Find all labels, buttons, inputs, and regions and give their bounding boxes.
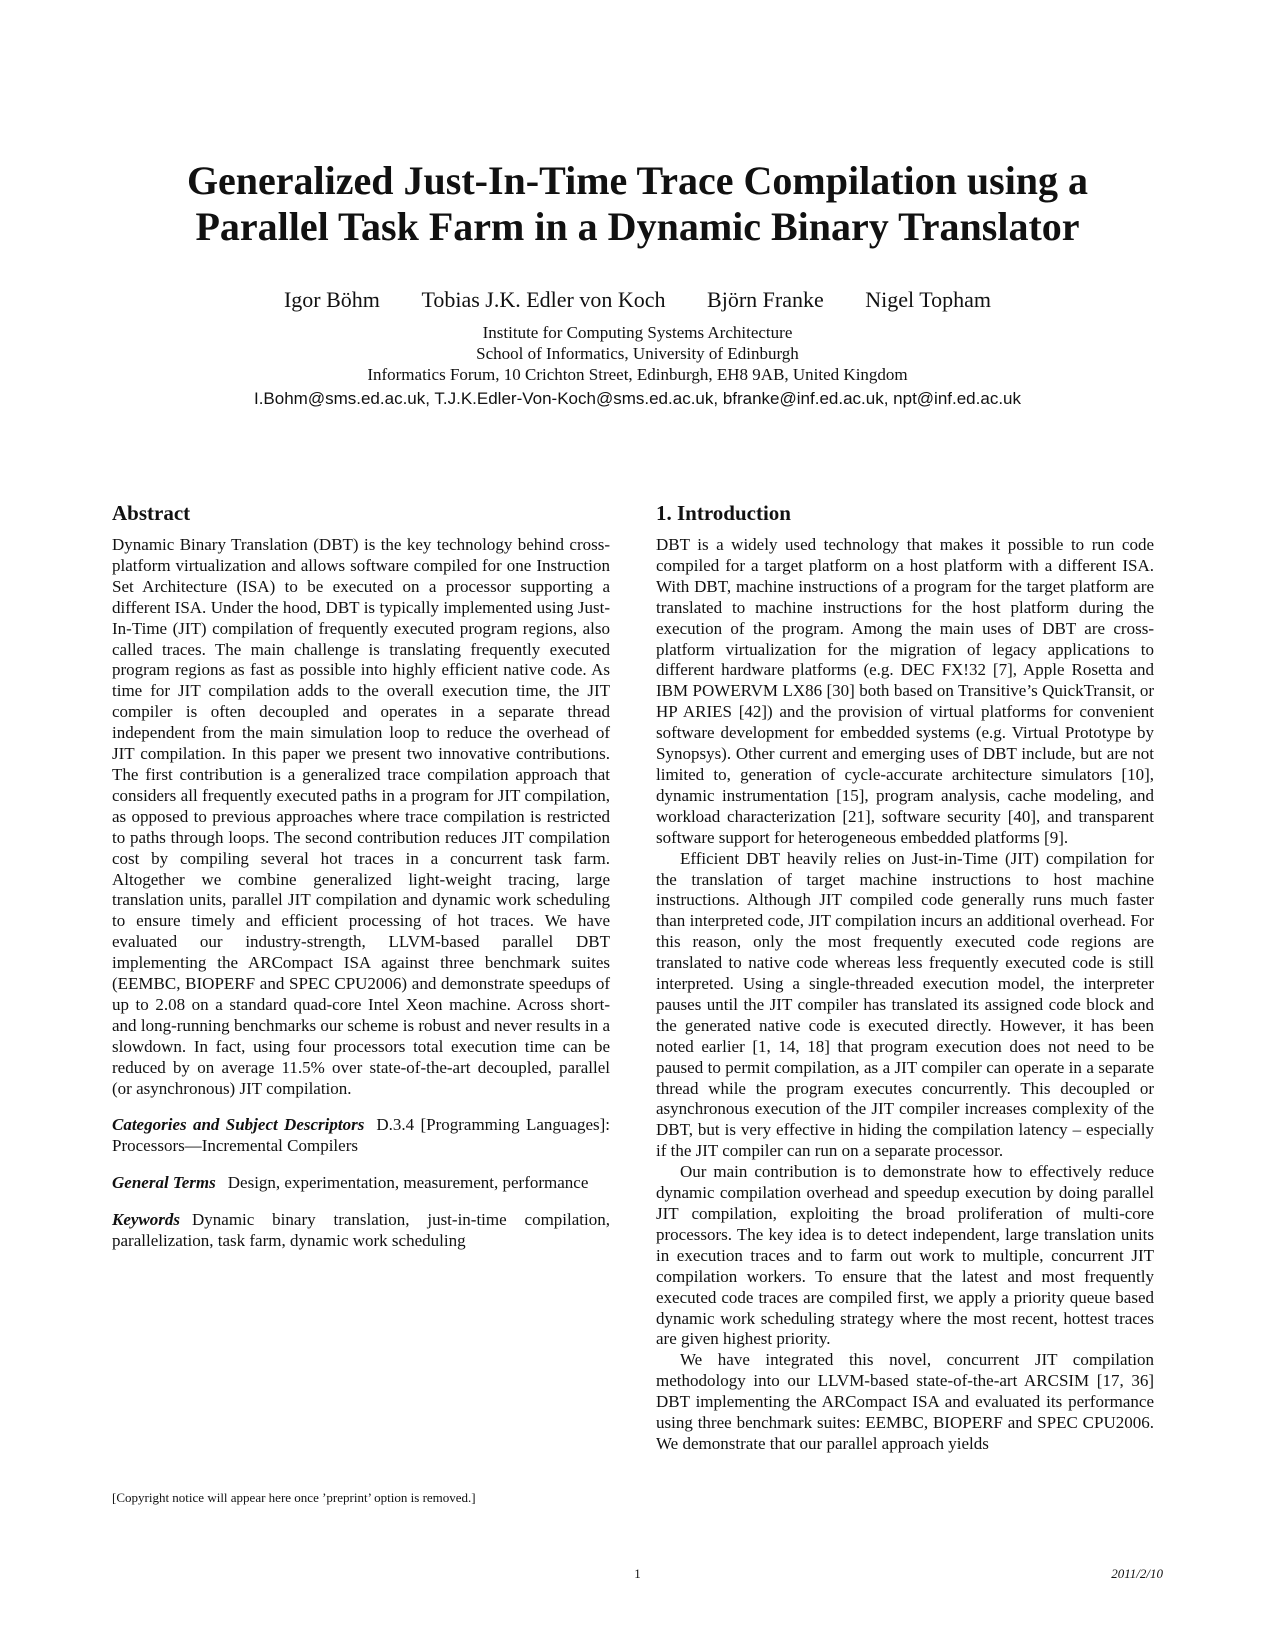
categories-descriptors [112, 1115, 610, 1157]
author-name: Tobias J.K. Edler von Koch [421, 287, 666, 312]
categories-text: D.3.4 [Programming Languages]: Processors—Incremental Compilers [112, 1115, 610, 1156]
left-column [112, 500, 610, 1252]
affiliation-address: Informatics Forum, 10 Crichton Street, Edinburgh, EH8 9AB, United Kingdom [367, 365, 908, 384]
author-list [0, 287, 1275, 313]
author-name: Björn Franke [707, 287, 824, 312]
author-name: Nigel Topham [865, 287, 991, 312]
keywords-text: Dynamic binary translation, just-in-time compilation, parallelization, task farm, dynamic work scheduling [112, 1210, 610, 1251]
keywords-label: Keywords [112, 1210, 180, 1230]
paper-title-line-2: Parallel Task Farm in a Dynamic Binary Translator [195, 204, 1080, 249]
paper-title-line-1: Generalized Just-In-Time Trace Compilation using a [186, 158, 1089, 203]
general-terms-label: General Terms [112, 1173, 216, 1193]
author-emails: I.Bohm@sms.ed.ac.uk, T.J.K.Edler-Von-Koch@sms.ed.ac.uk, bfranke@inf.ed.ac.uk, npt@inf.ed.ac.uk [253, 389, 1021, 408]
abstract-body: Dynamic Binary Translation (DBT) is the key technology behind cross-platform virtualization and allows software compiled for one Instruction Set Architecture (ISA) to be executed on a processor supporting a different ISA. Under the hood, DBT is typically implemented using Just-In-Time (JIT) compilation of frequently executed program regions, also called traces. The main challenge is translating frequently executed program regions as fast as possible into highly efficient native code. As time for JIT compilation adds to the overall execution time, the JIT compiler is often decoupled and operates in a separate thread independent from the main simulation loop to reduce the overhead of JIT compilation. In this paper we present two innovative contributions. The first contribution is a generalized trace compilation approach that considers all frequently executed paths in a program for JIT compilation, as opposed to previous approaches where trace compilation is restricted to paths through loops. The second contribution reduces JIT compilation cost by compiling several hot traces in a concurrent task farm. Altogether we combine generalized light-weight tracing, large translation units, parallel JIT compilation and dynamic work scheduling to ensure timely and efficient processing of hot traces. We have evaluated our industry-strength, LLVM-based parallel DBT implementing the ARCompact ISA against three benchmark suites (EEMBC, BIOPERF and SPEC CPU2006) and demonstrate speedups of up to 2.08 on a standard quad-core Intel Xeon machine. Across short- and long-running benchmarks our scheme is robust and never results in a slowdown. In fact, using four processors total execution time can be reduced by on average 11.5% over state-of-the-art decoupled, parallel (or asynchronous) JIT compilation. [112, 535, 610, 1098]
categories-label: Categories and Subject Descriptors [112, 1115, 365, 1135]
intro-paragraph: We have integrated this novel, concurrent JIT compilation methodology into our LLVM-based state-of-the-art ARCSIM [17, 36] DBT implementing the ARCompact ISA and evaluated its performance using three benchmark suites: EEMBC, BIOPERF and SPEC CPU2006. We demonstrate that our parallel approach yields [656, 1350, 1154, 1453]
right-column [656, 500, 1154, 1455]
affiliation-school: School of Informatics, University of Edinburgh [476, 344, 799, 363]
general-terms [112, 1173, 610, 1194]
affiliation-institute: Institute for Computing Systems Architecture [482, 323, 793, 342]
abstract-heading: Abstract [112, 501, 191, 525]
general-terms-text: Design, experimentation, measurement, performance [227, 1173, 589, 1193]
introduction-heading: 1. Introduction [656, 501, 791, 525]
footer-date: 2011/2/10 [1111, 1566, 1163, 1581]
author-name: Igor Böhm [283, 287, 380, 312]
intro-paragraph: Our main contribution is to demonstrate how to effectively reduce dynamic compilation overhead and speedup execution by doing parallel JIT compilation, exploiting the broad proliferation of multi-core processors. The key idea is to detect independent, large translation units in execution traces and to farm out work to multiple, concurrent JIT compilation workers. To ensure that the latest and most frequently executed code traces are compiled first, we apply a priority queue based dynamic work scheduling strategy where the most recent, hottest traces are given highest priority. [656, 1162, 1154, 1349]
affiliation [0, 322, 1275, 385]
copyright-notice: [Copyright notice will appear here once ’preprint’ option is removed.] [112, 1490, 476, 1505]
intro-paragraph: Efficient DBT heavily relies on Just-in-Time (JIT) compilation for the translation of target machine instructions to host machine instructions. Although JIT compiled code generally runs much faster than interpreted code, JIT compilation incurs an additional overhead. For this reason, only the most frequently executed code regions are translated to native code whereas less frequently executed code is still interpreted. Using a single-threaded execution model, the interpreter pauses until the JIT compiler has translated its assigned code block and the generated native code is executed directly. However, it has been noted earlier [1, 14, 18] that program execution does not need to be paused to permit compilation, as a JIT compiler can operate in a separate thread while the program executes concurrently. This decoupled or asynchronous execution of the JIT compiler increases complexity of the DBT, but is very effective in hiding the compilation latency – especially if the JIT compiler can run on a separate processor. [656, 848, 1154, 1161]
keywords [112, 1210, 610, 1252]
page-number: 1 [634, 1566, 641, 1581]
paper-title [0, 158, 1275, 250]
intro-paragraph: DBT is a widely used technology that makes it possible to run code compiled for a target platform on a host platform with a different ISA. With DBT, machine instructions of a program for the target platform are translated to machine instructions for the host platform during the execution of the program. Among the main uses of DBT are cross-platform virtualization for the migration of legacy applications to different hardware platforms (e.g. DEC FX!32 [7], Apple Rosetta and IBM POWERVM LX86 [30] both based on Transitive’s QuickTransit, or HP ARIES [42]) and the provision of virtual platforms for convenient software development for embedded systems (e.g. Virtual Prototype by Synopsys). Other current and emerging uses of DBT include, but are not limited to, generation of cycle-accurate architecture simulators [10], dynamic instrumentation [15], program analysis, cache modeling, and workload characterization [21], software security [40], and transparent software support for heterogeneous embedded platforms [9]. [656, 535, 1154, 847]
